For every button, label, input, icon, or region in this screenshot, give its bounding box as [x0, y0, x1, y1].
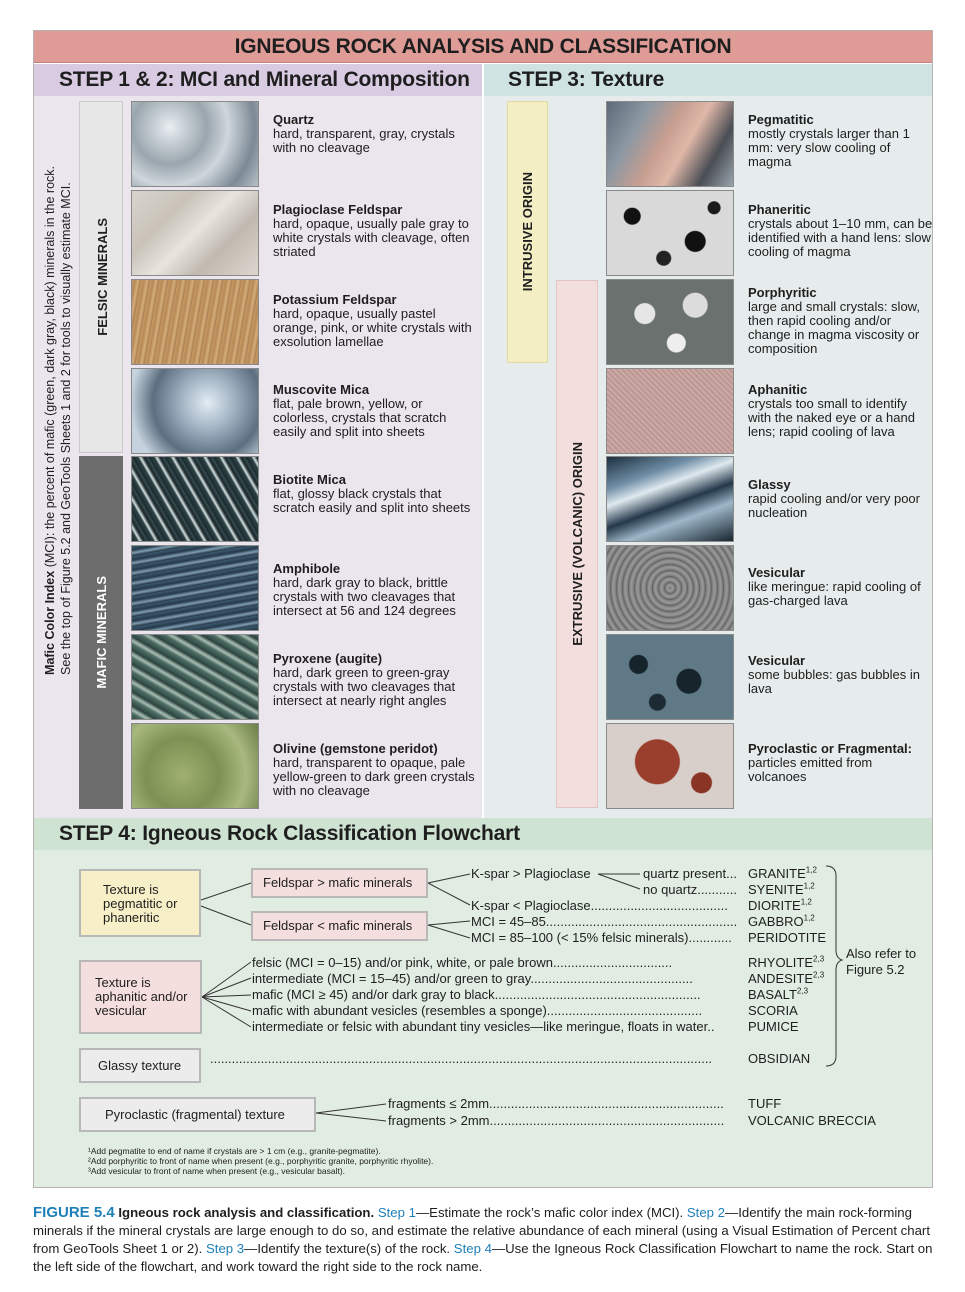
mci-note-rest: (MCI): the percent of mafic (green, dark gray, black) minerals in the rock.	[43, 165, 57, 571]
texture-name: Pyroclastic or Fragmental:	[748, 741, 912, 756]
rock-scoria: SCORIA	[748, 1003, 798, 1018]
mineral-desc: hard, dark gray to black, brittle crystals with two cleavages that intersect at 56 and 124 degrees	[273, 575, 456, 618]
felsic-label: FELSIC MINERALS	[94, 218, 110, 336]
texture-name: Phaneritic	[748, 202, 811, 217]
footnote-2: ²Add porphyritic to front of name when present (e.g., porphyritic granite, porphyritic rhyolite).	[88, 1156, 434, 1166]
texture-name: Vesicular	[748, 565, 806, 580]
flow-kspar-lt: K-spar < Plagioclase......................................	[471, 898, 728, 913]
flow-mci-45: MCI = 45–85.....................................................	[471, 914, 738, 929]
mci-note-bold: Mafic Color Index	[43, 570, 57, 675]
rock-gabbro: GABBRO$^{1,2}$	[748, 913, 815, 929]
caption-step3: Step 3	[206, 1241, 245, 1256]
caption-title: Igneous rock analysis and classification.	[118, 1205, 375, 1220]
rock-diorite: DIORITE$^{1,2}$	[748, 897, 812, 913]
mineral-desc: hard, opaque, usually pale gray to white crystals with cleavage, often striated	[273, 216, 470, 259]
texture-name: Aphanitic	[748, 382, 808, 397]
rock-peridotite: PERIDOTITE	[748, 930, 827, 945]
mineral-desc: flat, pale brown, yellow, or colorless, crystals that scratch easily and split into sheets	[273, 396, 447, 439]
intrusive-label: INTRUSIVE ORIGIN	[520, 172, 535, 292]
rock-granite: GRANITE$^{1,2}$	[748, 865, 817, 881]
footnotes	[88, 1146, 433, 1176]
caption-step1: Step 1	[377, 1205, 416, 1220]
flow-mafic: mafic (MCI ≥ 45) and/or dark gray to black.........................................................	[252, 987, 701, 1002]
texture-desc: crystals about 1–10 mm, can be identified with a hand lens: slow cooling of magma	[748, 216, 933, 259]
caption-step2: Step 2	[686, 1205, 726, 1220]
mineral-desc: hard, dark green to green-gray crystals with two cleavages that intersect at nearly right angles	[273, 665, 456, 708]
rock-pumice: PUMICE	[748, 1019, 799, 1034]
mineral-name: Olivine (gemstone peridot)	[273, 741, 438, 756]
rock-basalt: BASALT$^{2,3}$	[748, 986, 809, 1002]
texture-desc: mostly crystals larger than 1 mm: very slow cooling of magma	[748, 126, 910, 169]
box-glassy: Glassy texture	[79, 1048, 201, 1083]
rock-rhyolite: RHYOLITE$^{2,3}$	[748, 954, 825, 970]
box-pyroclastic: Pyroclastic (fragmental) texture	[79, 1097, 316, 1132]
flow-fragments-le: fragments ≤ 2mm.................................................................	[388, 1096, 724, 1111]
mineral-desc: hard, opaque, usually pastel orange, pink, or white crystals with exsolution lamellae	[273, 306, 472, 349]
texture-name: Glassy	[748, 477, 791, 492]
mineral-name: Quartz	[273, 112, 315, 127]
mineral-name: Plagioclase Feldspar	[273, 202, 403, 217]
mafic-label: MAFIC MINERALS	[93, 576, 109, 689]
figure-caption	[33, 1204, 933, 1276]
texture-desc: some bubbles: gas bubbles in lava	[748, 667, 921, 696]
flow-glassy-dots: ...........................................................................................................................................	[210, 1051, 713, 1066]
texture-desc: crystals too small to identify with the naked eye or a hand lens; rapid cooling of lava	[748, 396, 915, 439]
box-aphanitic-vesicular: Texture is aphanitic and/or vesicular	[79, 960, 202, 1034]
page-title: IGNEOUS ROCK ANALYSIS AND CLASSIFICATION	[33, 30, 933, 63]
rock-andesite: ANDESITE$^{2,3}$	[748, 970, 825, 986]
mineral-desc: hard, transparent to opaque, pale yellow-green to dark green crystals with no cleavage	[273, 755, 475, 798]
extrusive-label: EXTRUSIVE (VOLCANIC) ORIGIN	[569, 442, 585, 646]
texture-desc: like meringue: rapid cooling of gas-charged lava	[748, 579, 921, 608]
flow-fragments-gt: fragments > 2mm.................................................................	[388, 1113, 725, 1128]
mineral-name: Pyroxene (augite)	[273, 651, 383, 666]
caption-text1: —Estimate the rock’s mafic color index (MCI).	[415, 1205, 684, 1220]
texture-desc: rapid cooling and/or very poor nucleation	[748, 491, 920, 520]
box-feldspar-lt-mafic: Feldspar < mafic minerals	[251, 911, 428, 941]
flow-intermediate: intermediate (MCI = 15–45) and/or green to gray.............................................	[252, 971, 693, 986]
caption-text3: —Identify the texture(s) of the rock.	[244, 1241, 451, 1256]
rock-syenite: SYENITE$^{1,2}$	[748, 881, 815, 897]
step3-header: STEP 3: Texture	[484, 64, 933, 96]
footnote-3: ³Add vesicular to front of name when present (e.g., vesicular basalt).	[88, 1166, 346, 1176]
mineral-name: Potassium Feldspar	[273, 292, 397, 307]
mci-note-line2: See the top of Figure 5.2 and GeoTools Sheets 1 and 2 for tools to visually estimate MCI.	[59, 181, 73, 675]
rock-volcanic-breccia: VOLCANIC BRECCIA	[748, 1113, 876, 1128]
texture-name: Vesicular	[748, 653, 806, 668]
also-refer-note: Also refer to Figure 5.2	[846, 946, 917, 977]
footnote-1: ¹Add pegmatite to end of name if crystals are > 1 cm (e.g., granite-pegmatite).	[88, 1146, 381, 1156]
flow-quartz-present: quartz present...	[643, 866, 737, 881]
figure-number: FIGURE 5.4	[33, 1204, 115, 1221]
texture-name: Pegmatitic	[748, 112, 814, 127]
mineral-desc: flat, glossy black crystals that scratch easily and split into sheets	[273, 486, 471, 515]
texture-desc: particles emitted from volcanoes	[748, 755, 873, 784]
rock-obsidian: OBSIDIAN	[748, 1051, 811, 1066]
flow-mci-85: MCI = 85–100 (< 15% felsic minerals)............	[471, 930, 732, 945]
rock-tuff: TUFF	[748, 1096, 782, 1111]
flow-felsic: felsic (MCI = 0–15) and/or pink, white, or pale brown.................................	[252, 955, 673, 970]
texture-name: Porphyritic	[748, 285, 817, 300]
mineral-name: Biotite Mica	[273, 472, 346, 487]
texture-desc: large and small crystals: slow, then rapid cooling and/or change in magma viscosity or composition	[748, 299, 920, 356]
flow-no-quartz: no quartz...........	[643, 882, 737, 897]
step12-header: STEP 1 & 2: MCI and Mineral Composition	[33, 64, 482, 96]
caption-text4: —Use the Igneous Rock Classification Flowchart to name the rock. Start on the left side of the flowchart, and work toward the right side to the rock name.	[33, 1241, 933, 1274]
mineral-name: Muscovite Mica	[273, 382, 370, 397]
box-pegmatitic-phaneritic: Texture is pegmatitic or phaneritic	[79, 869, 201, 937]
flow-mafic-vesicles: mafic with abundant vesicles (resembles a sponge)...........................................	[252, 1003, 703, 1018]
flow-inter-felsic: intermediate or felsic with abundant tiny vesicles—like meringue, floats in water..	[252, 1019, 715, 1034]
step4-header: STEP 4: Igneous Rock Classification Flowchart	[33, 818, 933, 850]
mineral-name: Amphibole	[273, 561, 341, 576]
box-feldspar-gt-mafic: Feldspar > mafic minerals	[251, 868, 428, 898]
caption-text2: —Identify the main rock-forming minerals if the mineral crystals are large enough to do so, and estimate the relative abundance of each mineral (using a Visual Estimation of Percent chart from GeoTools Sheet 1 or 2).	[33, 1205, 930, 1256]
flow-kspar-gt: K-spar > Plagioclase	[471, 866, 591, 881]
mineral-desc: hard, transparent, gray, crystals with no cleavage	[273, 126, 455, 155]
caption-step4: Step 4	[453, 1241, 492, 1256]
